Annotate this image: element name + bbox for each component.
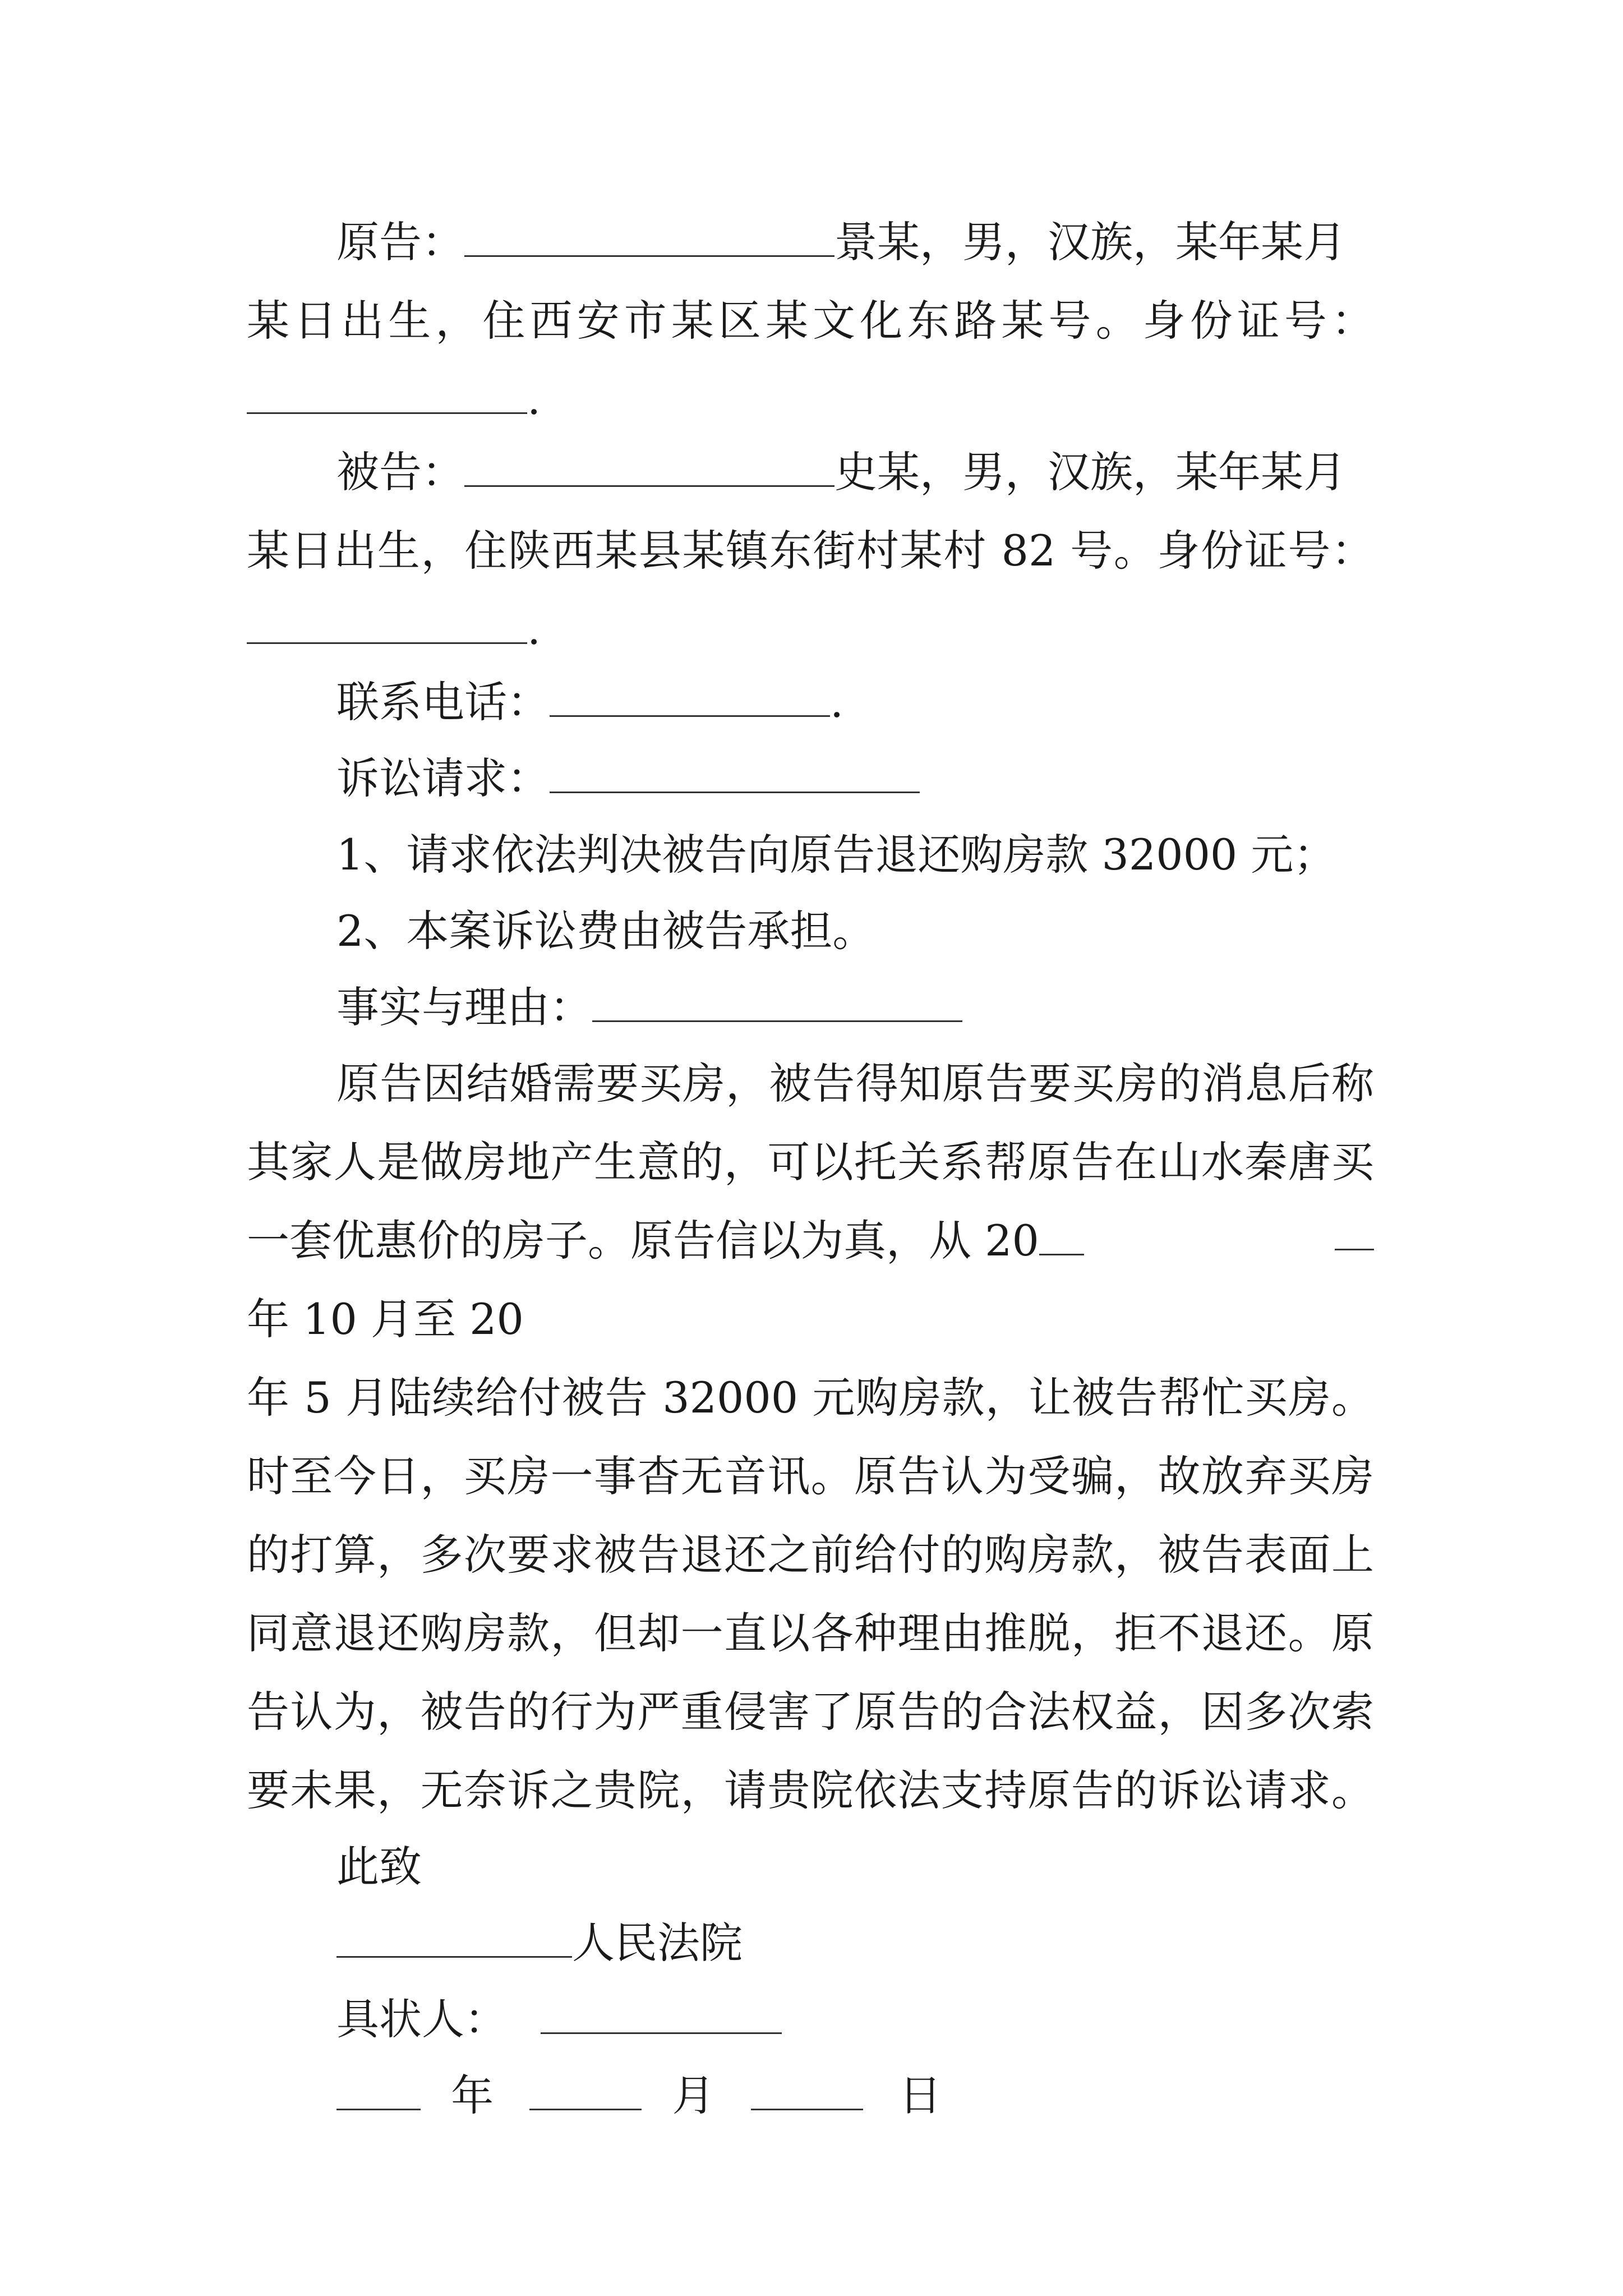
facts-text-2: 其家人是做房地产生意的，可以托关系帮原告在山水秦唐买 xyxy=(247,1137,1374,1187)
phone-line xyxy=(336,674,843,730)
facts-text-7: 的打算，多次要求被告退还之前给付的购房款，被告表面上 xyxy=(247,1530,1374,1580)
defendant-info-line-2: 某日出生，住陕西某县某镇东街村某村 82 号。身份证号： xyxy=(247,526,1374,576)
defendant-line-3 xyxy=(247,601,541,657)
facts-blank xyxy=(592,983,962,1022)
plaintiff-label: 原告： xyxy=(336,217,464,267)
defendant-line-1 xyxy=(336,444,1346,500)
facts-line-6 xyxy=(247,1448,1374,1504)
facts-line-10 xyxy=(247,1763,1374,1819)
date-day-label: 日 xyxy=(898,2070,942,2120)
court-line xyxy=(336,1915,743,1971)
plaintiff-name-blank xyxy=(464,218,834,257)
defendant-line-2 xyxy=(247,523,1374,579)
claims-heading-line xyxy=(336,751,920,807)
plaintiff-line-2 xyxy=(247,293,1374,349)
facts-line-9 xyxy=(247,1684,1374,1740)
signer-blank xyxy=(541,1995,782,2034)
claims-blank xyxy=(550,754,920,793)
defendant-label: 被告： xyxy=(336,447,464,497)
facts-text-9: 告认为，被告的行为严重侵害了原告的合法权益，因多次索 xyxy=(247,1687,1374,1737)
facts-line-7 xyxy=(247,1527,1374,1583)
facts-text-10: 要未果，无奈诉之贵院，请贵院依法支持原告的诉讼请求。 xyxy=(247,1765,1374,1815)
facts-text-8: 同意退还购房款，但却一直以各种理由推脱，拒不退还。原 xyxy=(247,1608,1374,1658)
date-month-blank xyxy=(529,2072,642,2110)
facts-line-3 xyxy=(247,1213,1084,1269)
year-blank-2 xyxy=(1335,1249,1374,1250)
plaintiff-line-3 xyxy=(247,371,541,427)
plaintiff-id-end: . xyxy=(527,374,541,424)
facts-line-8 xyxy=(247,1605,1374,1662)
plaintiff-id-blank xyxy=(247,375,527,414)
claims-label: 诉讼请求： xyxy=(336,753,550,803)
facts-line-1 xyxy=(336,1056,1374,1112)
date-year-blank xyxy=(336,2072,421,2110)
signer-label: 具状人： xyxy=(336,1994,507,2044)
facts-line-2 xyxy=(247,1134,1374,1190)
claim-item-1: 1、请求依法判决被告向原告退还购房款 32000 元； xyxy=(336,830,1336,880)
claim-item-2: 2、本案诉讼费由被告承担。 xyxy=(336,906,875,956)
date-year-label: 年 xyxy=(451,2070,494,2120)
salutation: 此致 xyxy=(336,1842,422,1892)
phone-blank xyxy=(550,678,830,717)
court-name-blank xyxy=(336,1919,572,1958)
year-blank-1 xyxy=(1039,1217,1084,1255)
facts-line-5 xyxy=(247,1370,1374,1426)
facts-heading-line xyxy=(336,979,962,1036)
date-line xyxy=(336,2068,942,2124)
defendant-id-blank xyxy=(247,605,527,644)
signer-line xyxy=(336,1991,782,2047)
facts-text-4: 年 10 月至 20 xyxy=(247,1294,524,1344)
defendant-name-blank xyxy=(464,448,834,487)
plaintiff-info-line-2: 某日出生，住西安市某区某文化东路某号。身份证号： xyxy=(247,296,1374,346)
facts-label: 事实与理由： xyxy=(336,982,592,1032)
phone-end: . xyxy=(830,677,844,727)
plaintiff-info-line-1: 景某，男，汉族，某年某月 xyxy=(834,217,1346,267)
court-label: 人民法院 xyxy=(572,1918,743,1968)
facts-text-1: 原告因结婚需要买房，被告得知原告要买房的消息后称 xyxy=(336,1059,1374,1108)
phone-label: 联系电话： xyxy=(336,677,550,727)
date-day-blank xyxy=(751,2072,863,2110)
facts-text-6: 时至今日，买房一事杳无音讯。原告认为受骗，故放弃买房 xyxy=(247,1451,1374,1501)
facts-text-5: 年 5 月陆续给付被告 32000 元购房款，让被告帮忙买房。 xyxy=(247,1373,1374,1423)
defendant-id-end: . xyxy=(527,604,541,654)
plaintiff-line-1 xyxy=(336,214,1346,270)
defendant-info-line-1: 史某，男，汉族，某年某月 xyxy=(834,447,1346,497)
facts-line-4 xyxy=(247,1291,524,1347)
date-month-label: 月 xyxy=(672,2070,715,2120)
facts-text-3: 一套优惠价的房子。原告信以为真，从 20 xyxy=(247,1216,1039,1266)
